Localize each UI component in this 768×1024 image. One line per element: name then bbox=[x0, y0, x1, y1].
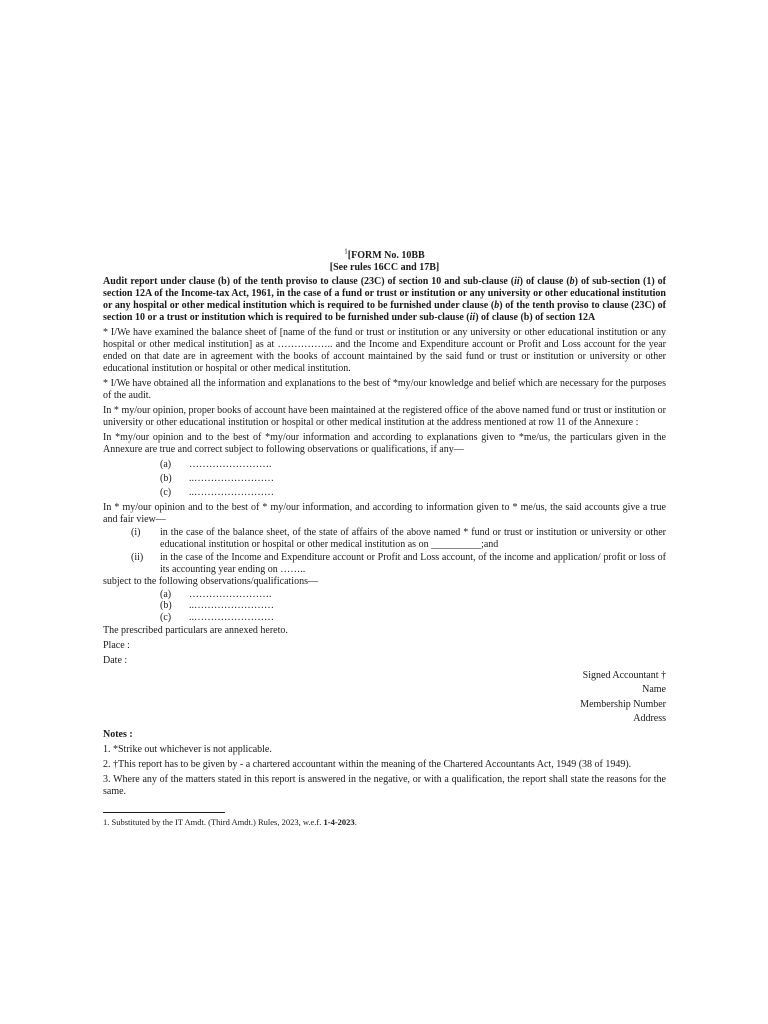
list-item bbox=[160, 486, 666, 500]
heading-part: ) of the tenth proviso to clause (23C) of section 10 or a trust or institution which is required to be furnished under sub-clause ( bbox=[103, 300, 667, 323]
paragraph-subject-to: subject to the following observations/qualifications— bbox=[103, 576, 318, 587]
list-item bbox=[160, 589, 666, 601]
list-item-label: (a) bbox=[160, 588, 172, 600]
heading-italic: ii bbox=[514, 276, 520, 287]
note-3: 3. Where any of the matters stated in this report is answered in the negative, or with a qualification, the report shall state the reasons for the same. bbox=[103, 773, 666, 797]
roman-item-label: (i) bbox=[131, 527, 141, 538]
footnote-divider bbox=[103, 812, 225, 813]
paragraph-balance-sheet: * I/We have examined the balance sheet of [name of the fund or trust or institution or any university or other educational institution or any hospital or other medical institution] as at …………….. and the Income and Expenditure account or Profit and Loss account for the year ended on that date are in agreement with the books of account maintained by the said fund or trust or institution or university or other educational institution or hospital or other medical institution. bbox=[103, 327, 666, 374]
observations-list bbox=[160, 458, 666, 500]
form-title-text: [FORM No. 10BB bbox=[347, 250, 425, 261]
date-label: Date : bbox=[103, 654, 128, 666]
footnote-marker: 1 bbox=[344, 247, 348, 256]
form-heading bbox=[103, 276, 666, 324]
list-item-label: (b) bbox=[160, 473, 172, 484]
note-2: 2. †This report has to be given by - a chartered accountant within the meaning of the Chartered Accountants Act, 1949 (38 of 1949). bbox=[103, 758, 632, 770]
footnote-end: . bbox=[354, 816, 357, 827]
roman-item bbox=[103, 527, 666, 551]
notes-heading: Notes : bbox=[103, 728, 133, 740]
paragraph-books-of-account: In * my/our opinion, proper books of account have been maintained at the registered office of the above named fund or trust or institution or university or other educational institution or hospital or other medical institution at the address mentioned at row 11 of the Annexure : bbox=[103, 405, 666, 428]
paragraph-particulars: In *my/our opinion and to the best of *my/our information and according to explanations given to *me/us, the particulars given in the Annexure are true and correct subject to following observations or qualifications, if any— bbox=[103, 432, 666, 455]
list-item-text: ..…………………… bbox=[189, 487, 274, 498]
heading-part: ) of clause ( bbox=[519, 276, 570, 287]
footnote-date: 1-4-2023 bbox=[323, 816, 355, 827]
list-item-text: ..…………………… bbox=[189, 473, 274, 484]
signature-name: Name bbox=[642, 684, 666, 695]
place-label: Place : bbox=[103, 639, 130, 651]
list-item-text: ……………………. bbox=[189, 459, 272, 470]
form-rules: [See rules 16CC and 17B] bbox=[329, 262, 440, 273]
heading-italic: b bbox=[494, 300, 500, 311]
note-1: 1. *Strike out whichever is not applicable. bbox=[103, 743, 272, 755]
signature-block bbox=[103, 669, 666, 727]
heading-part: Audit report under clause (b) of the tenth proviso to clause (23C) of section 10 and sub-clause ( bbox=[103, 276, 515, 287]
form-title bbox=[103, 247, 666, 262]
list-item bbox=[160, 601, 666, 613]
footnote-text: 1. Substituted by the IT Amdt. (Third Amdt.) Rules, 2023, w.e.f. bbox=[103, 816, 324, 827]
paragraph-annexed: The prescribed particulars are annexed hereto. bbox=[103, 624, 288, 636]
roman-item-label: (ii) bbox=[131, 552, 144, 563]
heading-part: ) of sub-section (1) of section 12A of the Income-tax Act, 1961, in the case of a fund or trust or institution or any university or other educational institution or any hospital or other medical institution which is required to be furnished under clause ( bbox=[103, 276, 666, 311]
signed-accountant: Signed Accountant † bbox=[582, 669, 666, 681]
paragraph-information-obtained: * I/We have obtained all the information and explanations to the best of *my/our knowledge and belief which are necessary for the purposes of the audit. bbox=[103, 378, 666, 401]
qualifications-list bbox=[160, 589, 666, 624]
list-item bbox=[160, 458, 666, 472]
list-item-text: ..…………………… bbox=[189, 611, 274, 623]
footnote bbox=[103, 816, 666, 828]
heading-italic: b bbox=[569, 276, 575, 287]
form-document bbox=[103, 247, 667, 828]
list-item-label: (a) bbox=[160, 459, 172, 470]
list-item-text: ……………………. bbox=[189, 588, 272, 600]
list-item-label: (c) bbox=[160, 611, 172, 623]
heading-part: ) of clause (b) of section 12A bbox=[475, 312, 596, 323]
roman-item-text: in the case of the balance sheet, of the state of affairs of the above named * fund or trust or institution or university or other educational institution or hospital or other medical institution as on __________;and bbox=[160, 527, 666, 550]
roman-item-text: in the case of the Income and Expenditure account or Profit and Loss account, of the income and application/ profit or loss of its accounting year ending on …….. bbox=[160, 552, 666, 575]
list-item bbox=[160, 612, 666, 624]
list-item-text: ..…………………… bbox=[189, 600, 274, 612]
signature-address: Address bbox=[633, 713, 666, 724]
membership-number: Membership Number bbox=[580, 698, 666, 710]
paragraph-true-and-fair-view: In * my/our opinion and to the best of * my/our information, and according to information given to * me/us, the said accounts give a true and fair view— bbox=[103, 502, 666, 525]
heading-italic: ii bbox=[469, 312, 476, 323]
list-item-label: (c) bbox=[160, 487, 172, 498]
list-item-label: (b) bbox=[160, 600, 172, 612]
roman-item bbox=[103, 552, 666, 576]
list-item bbox=[160, 472, 666, 486]
